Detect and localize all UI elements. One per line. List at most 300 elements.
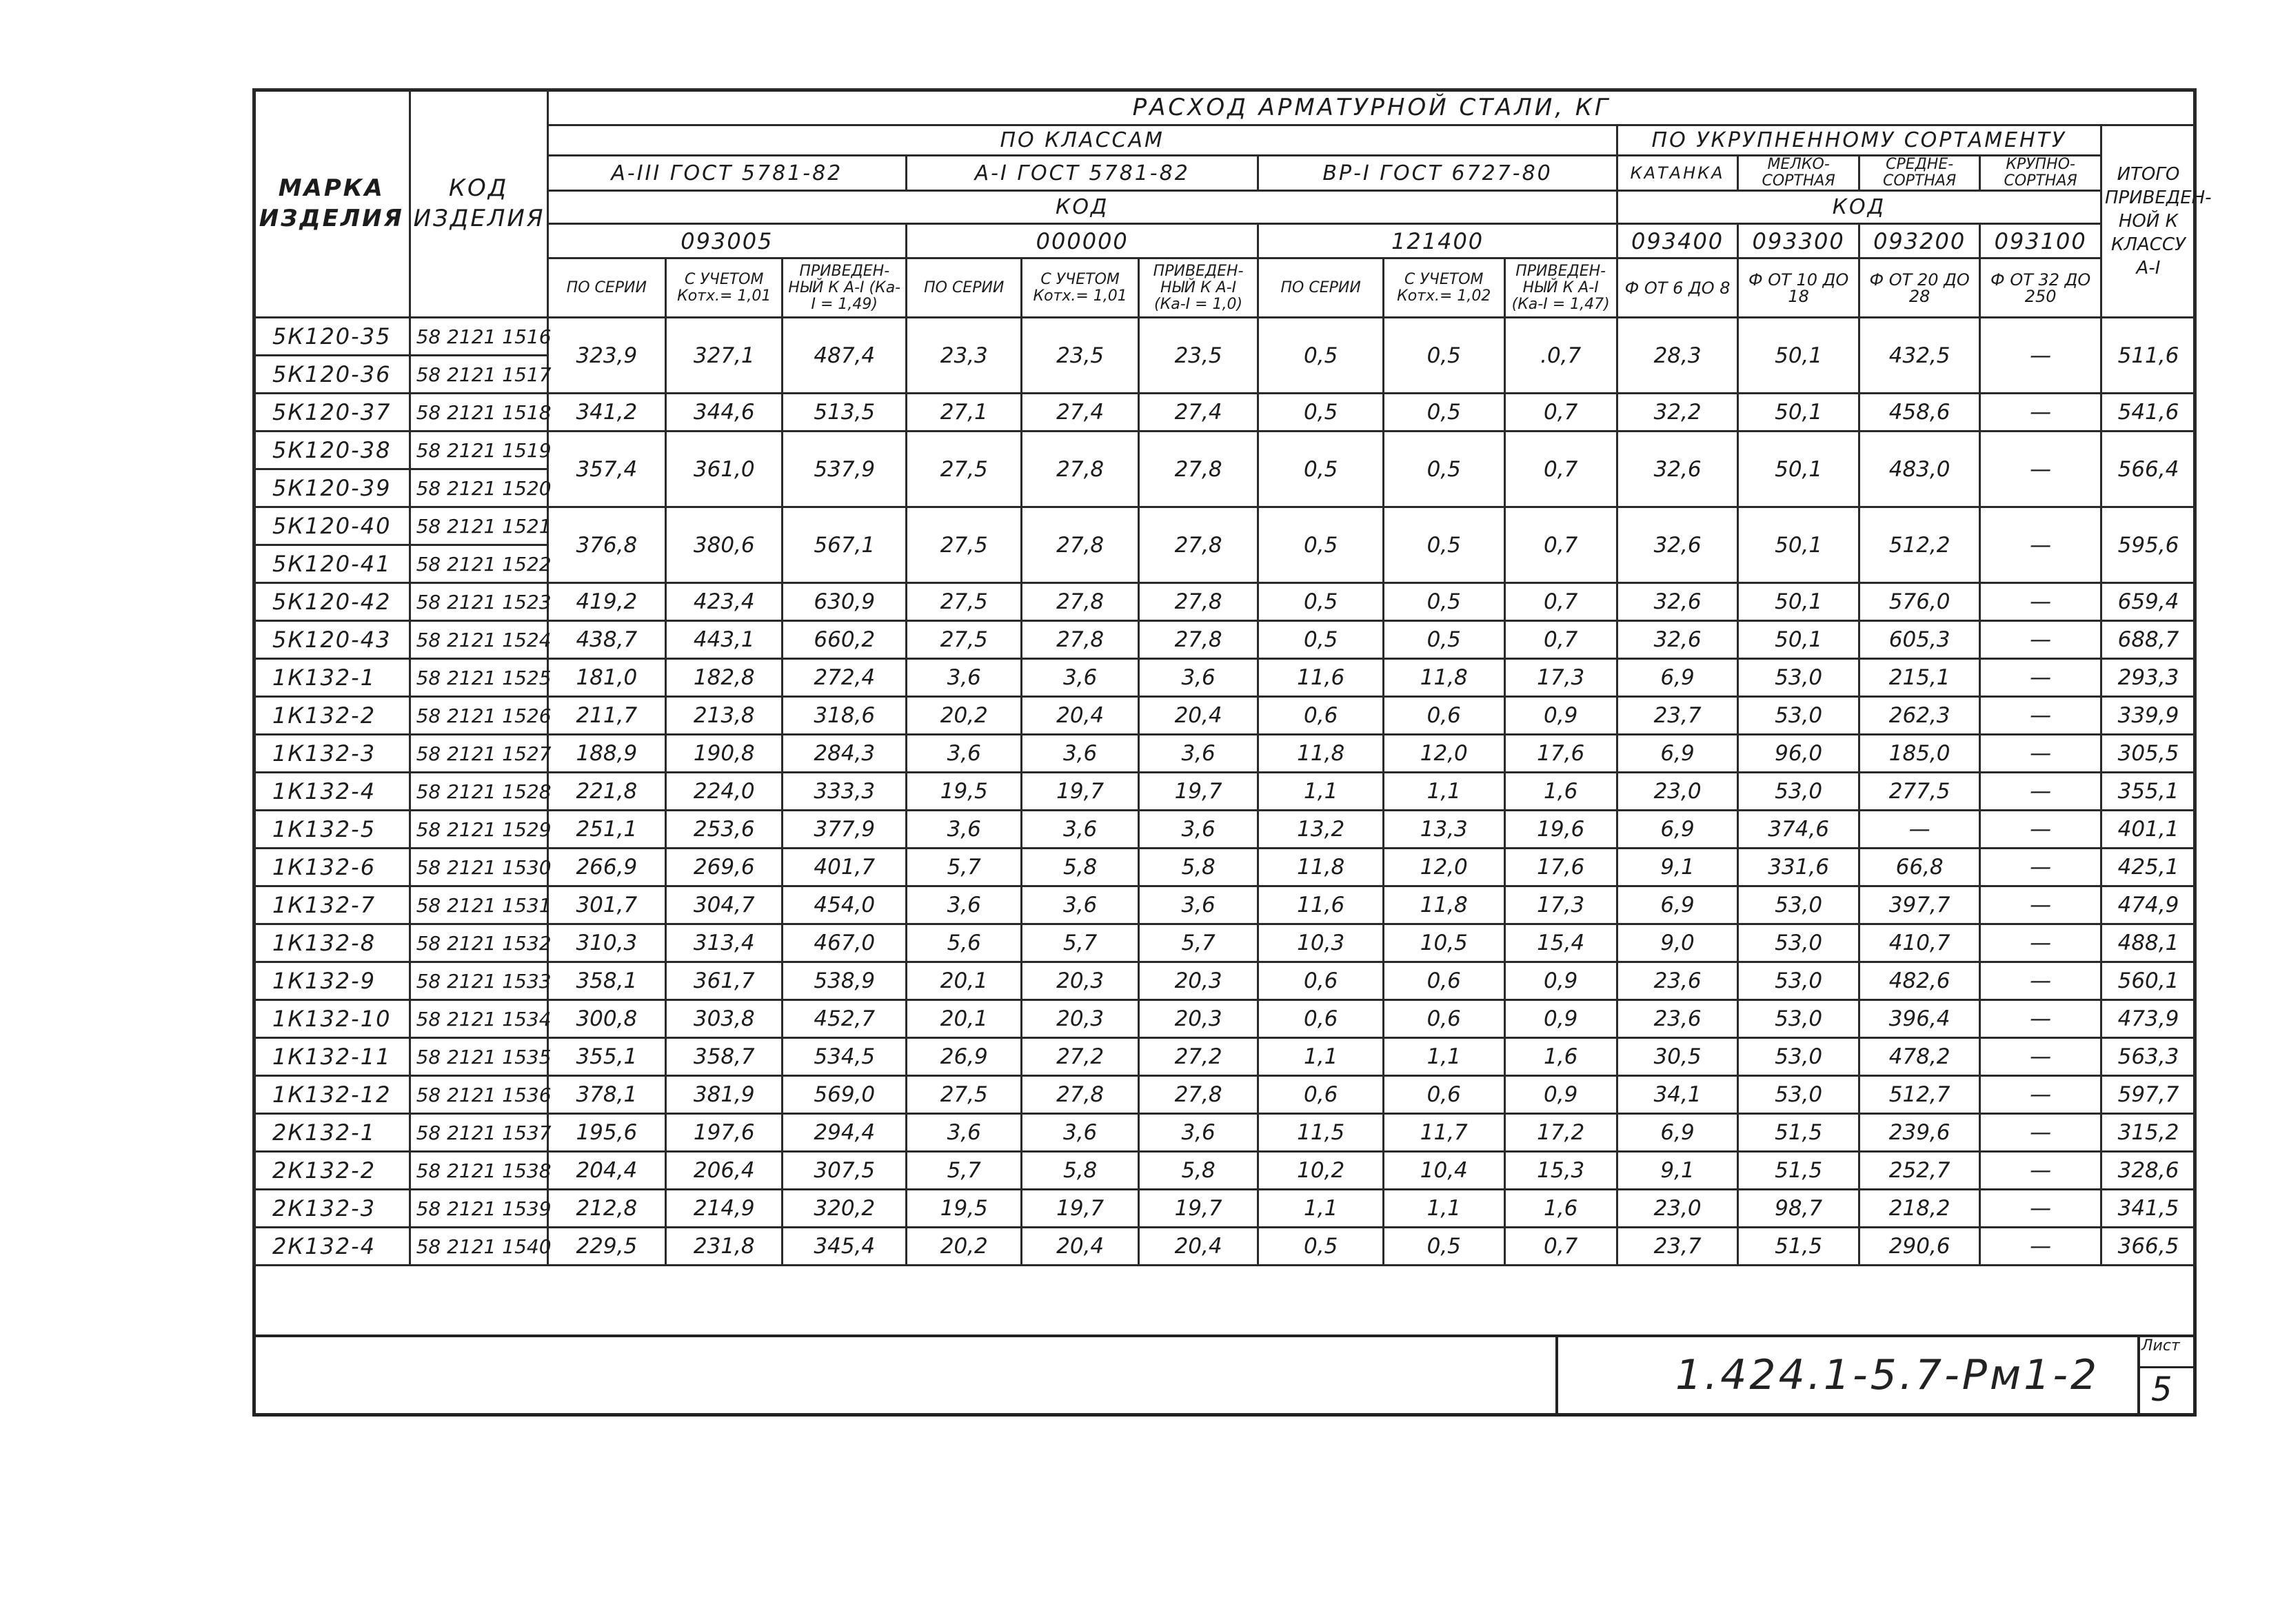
value-cell: 53,0 [1738, 886, 1859, 924]
value-cell: 1,1 [1384, 1190, 1505, 1228]
value-cell: 20,4 [1022, 697, 1138, 735]
value-cell: 32,6 [1617, 507, 1738, 583]
value-cell: 1,1 [1384, 1038, 1505, 1076]
value-cell: 3,6 [1022, 659, 1138, 697]
value-cell: 0,7 [1504, 507, 1617, 583]
sheet-label: Лист [2141, 1337, 2180, 1354]
value-cell: 3,6 [907, 659, 1022, 697]
value-cell: 0,5 [1384, 507, 1505, 583]
value-cell: 538,9 [783, 962, 907, 1000]
value-cell: 3,6 [1022, 735, 1138, 773]
sheet-number: 5 [2151, 1370, 2172, 1409]
value-cell: 27,4 [1022, 394, 1138, 432]
value-cell: 0,6 [1258, 1076, 1384, 1114]
value-cell: 0,5 [1258, 583, 1384, 621]
product-code: 58 2121 1539 [410, 1190, 547, 1228]
value-cell: 303,8 [666, 1000, 783, 1038]
value-cell: 23,7 [1617, 697, 1738, 735]
value-cell: — [1980, 924, 2101, 962]
product-code: 58 2121 1538 [410, 1152, 547, 1190]
value-cell: .0,7 [1504, 318, 1617, 394]
value-cell: 345,4 [783, 1228, 907, 1266]
value-cell: 1,6 [1504, 773, 1617, 811]
value-cell: 53,0 [1738, 924, 1859, 962]
value-cell: 569,0 [783, 1076, 907, 1114]
value-cell: 27,8 [1022, 583, 1138, 621]
value-cell: 11,6 [1258, 659, 1384, 697]
product-mark: 1К132-12 [254, 1076, 410, 1114]
value-cell: 50,1 [1738, 621, 1859, 659]
value-cell: 0,6 [1384, 1000, 1505, 1038]
value-cell: 378,1 [547, 1076, 665, 1114]
product-mark: 2К132-2 [254, 1152, 410, 1190]
product-mark: 1К132-9 [254, 962, 410, 1000]
value-cell: 190,8 [666, 735, 783, 773]
value-cell: — [1980, 1038, 2101, 1076]
value-cell: — [1980, 507, 2101, 583]
value-cell: 20,2 [907, 1228, 1022, 1266]
header-by-assortment: ПО УКРУПНЕННОМУ СОРТАМЕНТУ [1617, 125, 2101, 156]
value-cell: 3,6 [907, 735, 1022, 773]
product-code: 58 2121 1522 [410, 545, 547, 583]
table-row [254, 583, 2196, 621]
value-cell: 454,0 [783, 886, 907, 924]
value-cell: 19,7 [1138, 1190, 1258, 1228]
document-code: 1.424.1-5.7-Рм1-2 [1675, 1351, 2100, 1399]
value-cell: 50,1 [1738, 432, 1859, 507]
header-by-class: ПО КЛАССАМ [547, 125, 1617, 156]
value-cell: 51,5 [1738, 1152, 1859, 1190]
product-mark: 5К120-39 [254, 469, 410, 507]
value-cell: 327,1 [666, 318, 783, 394]
product-code: 58 2121 1528 [410, 773, 547, 811]
value-cell: 331,6 [1738, 849, 1859, 886]
value-cell: 23,7 [1617, 1228, 1738, 1266]
value-cell: 3,6 [1022, 886, 1138, 924]
value-cell: 19,6 [1504, 811, 1617, 849]
subheader-s-uchetom-vr1: С УЧЕТОМ Котх.= 1,02 [1384, 258, 1505, 318]
value-cell: 15,3 [1504, 1152, 1617, 1190]
product-mark: 1К132-2 [254, 697, 410, 735]
value-cell: 9,0 [1617, 924, 1738, 962]
value-cell: 567,1 [783, 507, 907, 583]
value-cell: 50,1 [1738, 507, 1859, 583]
product-code: 58 2121 1520 [410, 469, 547, 507]
value-cell: 27,8 [1138, 1076, 1258, 1114]
diameter-sredne: Ф ОТ 20 ДО 28 [1859, 258, 1980, 318]
value-cell: 17,3 [1504, 886, 1617, 924]
value-cell: 27,4 [1138, 394, 1258, 432]
value-cell: 188,9 [547, 735, 665, 773]
product-code: 58 2121 1529 [410, 811, 547, 849]
table-row [254, 1114, 2196, 1152]
subheader-po-serii-vr1: ПО СЕРИИ [1258, 258, 1384, 318]
value-cell: 537,9 [783, 432, 907, 507]
header-melkosortnaya: МЕЛКО-СОРТНАЯ [1738, 156, 1859, 191]
value-cell: 53,0 [1738, 1076, 1859, 1114]
value-cell: 5,8 [1138, 849, 1258, 886]
product-code: 58 2121 1518 [410, 394, 547, 432]
value-cell: 401,1 [2101, 811, 2195, 849]
value-cell: 301,7 [547, 886, 665, 924]
value-cell: 5,8 [1138, 1152, 1258, 1190]
value-cell: 284,3 [783, 735, 907, 773]
value-cell: 28,3 [1617, 318, 1738, 394]
product-code: 58 2121 1527 [410, 735, 547, 773]
product-code: 58 2121 1536 [410, 1076, 547, 1114]
value-cell: 50,1 [1738, 318, 1859, 394]
value-cell: 305,5 [2101, 735, 2195, 773]
header-class-a1: А-I ГОСТ 5781-82 [907, 156, 1258, 191]
value-cell: 541,6 [2101, 394, 2195, 432]
value-cell: 224,0 [666, 773, 783, 811]
value-cell: 11,6 [1258, 886, 1384, 924]
value-cell: 6,9 [1617, 1114, 1738, 1152]
value-cell: 53,0 [1738, 697, 1859, 735]
value-cell: 3,6 [1138, 1114, 1258, 1152]
value-cell: 512,2 [1859, 507, 1980, 583]
value-cell: 576,0 [1859, 583, 1980, 621]
value-cell: 318,6 [783, 697, 907, 735]
product-mark: 5К120-38 [254, 432, 410, 469]
value-cell: 17,6 [1504, 849, 1617, 886]
value-cell: 213,8 [666, 697, 783, 735]
value-cell: 452,7 [783, 1000, 907, 1038]
value-cell: 27,8 [1138, 621, 1258, 659]
value-cell: 511,6 [2101, 318, 2195, 394]
value-cell: 300,8 [547, 1000, 665, 1038]
value-cell: 221,8 [547, 773, 665, 811]
value-cell: — [1980, 583, 2101, 621]
value-cell: 20,4 [1138, 697, 1258, 735]
value-cell: 27,2 [1022, 1038, 1138, 1076]
value-cell: 0,9 [1504, 1000, 1617, 1038]
value-cell: 0,5 [1258, 394, 1384, 432]
value-cell: 358,7 [666, 1038, 783, 1076]
value-cell: 23,5 [1138, 318, 1258, 394]
table-row [254, 849, 2196, 886]
value-cell: 419,2 [547, 583, 665, 621]
value-cell: 27,5 [907, 507, 1022, 583]
product-code: 58 2121 1524 [410, 621, 547, 659]
value-cell: — [1980, 735, 2101, 773]
value-cell: 630,9 [783, 583, 907, 621]
value-cell: 341,5 [2101, 1190, 2195, 1228]
value-cell: 0,5 [1384, 432, 1505, 507]
value-cell: 20,3 [1138, 1000, 1258, 1038]
value-cell: 27,8 [1138, 432, 1258, 507]
value-cell: 376,8 [547, 507, 665, 583]
value-cell: 51,5 [1738, 1114, 1859, 1152]
product-mark: 1К132-6 [254, 849, 410, 886]
value-cell: 50,1 [1738, 583, 1859, 621]
value-cell: 5,7 [907, 1152, 1022, 1190]
value-cell: 27,5 [907, 621, 1022, 659]
value-cell: 53,0 [1738, 962, 1859, 1000]
value-cell: 251,1 [547, 811, 665, 849]
value-cell: 323,9 [547, 318, 665, 394]
header-krupnosortnaya: КРУПНО-СОРТНАЯ [1980, 156, 2101, 191]
value-cell: 197,6 [666, 1114, 783, 1152]
value-cell: 211,7 [547, 697, 665, 735]
value-cell: 27,5 [907, 1076, 1022, 1114]
value-cell: 513,5 [783, 394, 907, 432]
value-cell: 361,0 [666, 432, 783, 507]
value-cell: 27,5 [907, 583, 1022, 621]
value-cell: 3,6 [1138, 659, 1258, 697]
code-katanka: 093400 [1617, 224, 1738, 258]
product-mark: 5К120-36 [254, 356, 410, 394]
value-cell: 0,9 [1504, 697, 1617, 735]
value-cell: 98,7 [1738, 1190, 1859, 1228]
value-cell: 432,5 [1859, 318, 1980, 394]
value-cell: 27,8 [1022, 621, 1138, 659]
value-cell: 5,8 [1022, 1152, 1138, 1190]
value-cell: 66,8 [1859, 849, 1980, 886]
value-cell: 361,7 [666, 962, 783, 1000]
value-cell: 1,6 [1504, 1038, 1617, 1076]
value-cell: 5,6 [907, 924, 1022, 962]
value-cell: 5,7 [1022, 924, 1138, 962]
subheader-po-serii-a3: ПО СЕРИИ [547, 258, 665, 318]
product-code: 58 2121 1521 [410, 507, 547, 545]
value-cell: 15,4 [1504, 924, 1617, 962]
value-cell: 19,5 [907, 773, 1022, 811]
value-cell: 605,3 [1859, 621, 1980, 659]
value-cell: 20,3 [1022, 962, 1138, 1000]
value-cell: 0,7 [1504, 621, 1617, 659]
product-code: 58 2121 1526 [410, 697, 547, 735]
value-cell: 32,6 [1617, 432, 1738, 507]
value-cell: 272,4 [783, 659, 907, 697]
value-cell: 438,7 [547, 621, 665, 659]
value-cell: 17,3 [1504, 659, 1617, 697]
value-cell: 212,8 [547, 1190, 665, 1228]
value-cell: 19,7 [1022, 773, 1138, 811]
table-row [254, 924, 2196, 962]
value-cell: 19,5 [907, 1190, 1022, 1228]
value-cell: 566,4 [2101, 432, 2195, 507]
value-cell: 294,4 [783, 1114, 907, 1152]
product-mark: 5К120-35 [254, 318, 410, 356]
value-cell: 1,6 [1504, 1190, 1617, 1228]
table-row [254, 735, 2196, 773]
value-cell: 0,6 [1258, 1000, 1384, 1038]
product-code: 58 2121 1519 [410, 432, 547, 469]
value-cell: — [1980, 1152, 2101, 1190]
product-code: 58 2121 1523 [410, 583, 547, 621]
value-cell: 17,6 [1504, 735, 1617, 773]
value-cell: 313,4 [666, 924, 783, 962]
diameter-krupno: Ф ОТ 32 ДО 250 [1980, 258, 2101, 318]
value-cell: 397,7 [1859, 886, 1980, 924]
value-cell: 396,4 [1859, 1000, 1980, 1038]
value-cell: 6,9 [1617, 735, 1738, 773]
value-cell: 96,0 [1738, 735, 1859, 773]
value-cell: 182,8 [666, 659, 783, 697]
table-row [254, 659, 2196, 697]
value-cell: 660,2 [783, 621, 907, 659]
product-code: 58 2121 1540 [410, 1228, 547, 1266]
subheader-privedenny-a3: ПРИВЕДЕН-НЫЙ К А-I (Кa-I = 1,49) [783, 258, 907, 318]
value-cell: 290,6 [1859, 1228, 1980, 1266]
value-cell: 380,6 [666, 507, 783, 583]
value-cell: 293,3 [2101, 659, 2195, 697]
diameter-katanka: Ф ОТ 6 ДО 8 [1617, 258, 1738, 318]
value-cell: 5,7 [907, 849, 1022, 886]
value-cell: — [1980, 1000, 2101, 1038]
value-cell: 0,5 [1384, 583, 1505, 621]
value-cell: 401,7 [783, 849, 907, 886]
value-cell: 355,1 [2101, 773, 2195, 811]
value-cell: 13,2 [1258, 811, 1384, 849]
value-cell: 595,6 [2101, 507, 2195, 583]
value-cell: 231,8 [666, 1228, 783, 1266]
value-cell: 659,4 [2101, 583, 2195, 621]
value-cell: 3,6 [907, 886, 1022, 924]
value-cell: 410,7 [1859, 924, 1980, 962]
value-cell: 53,0 [1738, 1038, 1859, 1076]
value-cell: 0,6 [1258, 697, 1384, 735]
value-cell: — [1980, 811, 2101, 849]
value-cell: 341,2 [547, 394, 665, 432]
product-code: 58 2121 1516 [410, 318, 547, 356]
header-total: ИТОГО ПРИВЕДЕН-НОЙ К КЛАССУ А-I [2101, 125, 2195, 318]
value-cell: 32,6 [1617, 583, 1738, 621]
value-cell: 20,4 [1138, 1228, 1258, 1266]
value-cell: 23,6 [1617, 1000, 1738, 1038]
value-cell: 23,3 [907, 318, 1022, 394]
subheader-privedenny-a1: ПРИВЕДЕН-НЫЙ К А-I (Кa-I = 1,0) [1138, 258, 1258, 318]
value-cell: 478,2 [1859, 1038, 1980, 1076]
value-cell: 315,2 [2101, 1114, 2195, 1152]
value-cell: 9,1 [1617, 1152, 1738, 1190]
value-cell: 23,0 [1617, 773, 1738, 811]
value-cell: — [1980, 318, 2101, 394]
value-cell: 381,9 [666, 1076, 783, 1114]
table-row [254, 1038, 2196, 1076]
product-code: 58 2121 1533 [410, 962, 547, 1000]
title-block-line [252, 1334, 1555, 1337]
product-code: 58 2121 1534 [410, 1000, 547, 1038]
table-row [254, 394, 2196, 432]
product-code: 58 2121 1530 [410, 849, 547, 886]
value-cell: 425,1 [2101, 849, 2195, 886]
value-cell: 181,0 [547, 659, 665, 697]
table-row [254, 621, 2196, 659]
value-cell: 3,6 [1022, 811, 1138, 849]
value-cell: 0,6 [1384, 697, 1505, 735]
value-cell: 32,6 [1617, 621, 1738, 659]
value-cell: 0,9 [1504, 962, 1617, 1000]
value-cell: 6,9 [1617, 886, 1738, 924]
table-row [254, 1000, 2196, 1038]
value-cell: 473,9 [2101, 1000, 2195, 1038]
value-cell: — [1980, 1190, 2101, 1228]
value-cell: 5,8 [1022, 849, 1138, 886]
header-steel-consumption: РАСХОД АРМАТУРНОЙ СТАЛИ, КГ [547, 90, 2195, 125]
value-cell: 20,1 [907, 1000, 1022, 1038]
product-mark: 2К132-1 [254, 1114, 410, 1152]
table-row [254, 773, 2196, 811]
table-row [254, 1228, 2196, 1266]
product-mark: 1К132-3 [254, 735, 410, 773]
code-a3: 093005 [547, 224, 906, 258]
table-row [254, 886, 2196, 924]
value-cell: 27,5 [907, 432, 1022, 507]
value-cell: 50,1 [1738, 394, 1859, 432]
value-cell: 23,6 [1617, 962, 1738, 1000]
value-cell: 206,4 [666, 1152, 783, 1190]
product-code: 58 2121 1532 [410, 924, 547, 962]
value-cell: 357,4 [547, 432, 665, 507]
product-mark: 1К132-10 [254, 1000, 410, 1038]
value-cell: 512,7 [1859, 1076, 1980, 1114]
value-cell: 51,5 [1738, 1228, 1859, 1266]
value-cell: 10,4 [1384, 1152, 1505, 1190]
value-cell: 11,5 [1258, 1114, 1384, 1152]
value-cell: 214,9 [666, 1190, 783, 1228]
value-cell: 563,3 [2101, 1038, 2195, 1076]
value-cell: 488,1 [2101, 924, 2195, 962]
value-cell: 27,8 [1022, 432, 1138, 507]
value-cell: 0,7 [1504, 1228, 1617, 1266]
value-cell: — [1980, 1076, 2101, 1114]
value-cell: 3,6 [1138, 886, 1258, 924]
value-cell: 0,7 [1504, 432, 1617, 507]
value-cell: 423,4 [666, 583, 783, 621]
product-code: 58 2121 1517 [410, 356, 547, 394]
value-cell: 11,8 [1384, 659, 1505, 697]
product-code: 58 2121 1525 [410, 659, 547, 697]
value-cell: 13,3 [1384, 811, 1505, 849]
value-cell: 560,1 [2101, 962, 2195, 1000]
value-cell: — [1980, 1228, 2101, 1266]
header-class-a3: А-III ГОСТ 5781-82 [547, 156, 906, 191]
value-cell: 17,2 [1504, 1114, 1617, 1152]
value-cell: 0,6 [1384, 962, 1505, 1000]
header-code-classes: КОД [547, 191, 1617, 224]
value-cell: 252,7 [1859, 1152, 1980, 1190]
value-cell: 328,6 [2101, 1152, 2195, 1190]
value-cell: 11,8 [1258, 735, 1384, 773]
value-cell: — [1980, 394, 2101, 432]
value-cell: 12,0 [1384, 849, 1505, 886]
value-cell: — [1980, 697, 2101, 735]
value-cell: 32,2 [1617, 394, 1738, 432]
value-cell: 374,6 [1738, 811, 1859, 849]
value-cell: 482,6 [1859, 962, 1980, 1000]
value-cell: 3,6 [907, 811, 1022, 849]
value-cell: 239,6 [1859, 1114, 1980, 1152]
product-mark: 1К132-4 [254, 773, 410, 811]
value-cell: 27,8 [1022, 507, 1138, 583]
value-cell: 3,6 [1138, 811, 1258, 849]
table-row [254, 507, 2196, 545]
table-row [254, 318, 2196, 356]
value-cell: 3,6 [907, 1114, 1022, 1152]
value-cell: 0,5 [1384, 394, 1505, 432]
value-cell: 20,3 [1138, 962, 1258, 1000]
value-cell: 0,5 [1258, 432, 1384, 507]
value-cell: 339,9 [2101, 697, 2195, 735]
product-mark: 5К120-37 [254, 394, 410, 432]
value-cell: 269,6 [666, 849, 783, 886]
value-cell: 597,7 [2101, 1076, 2195, 1114]
value-cell: 19,7 [1138, 773, 1258, 811]
value-cell: 0,5 [1384, 621, 1505, 659]
value-cell: 11,8 [1258, 849, 1384, 886]
